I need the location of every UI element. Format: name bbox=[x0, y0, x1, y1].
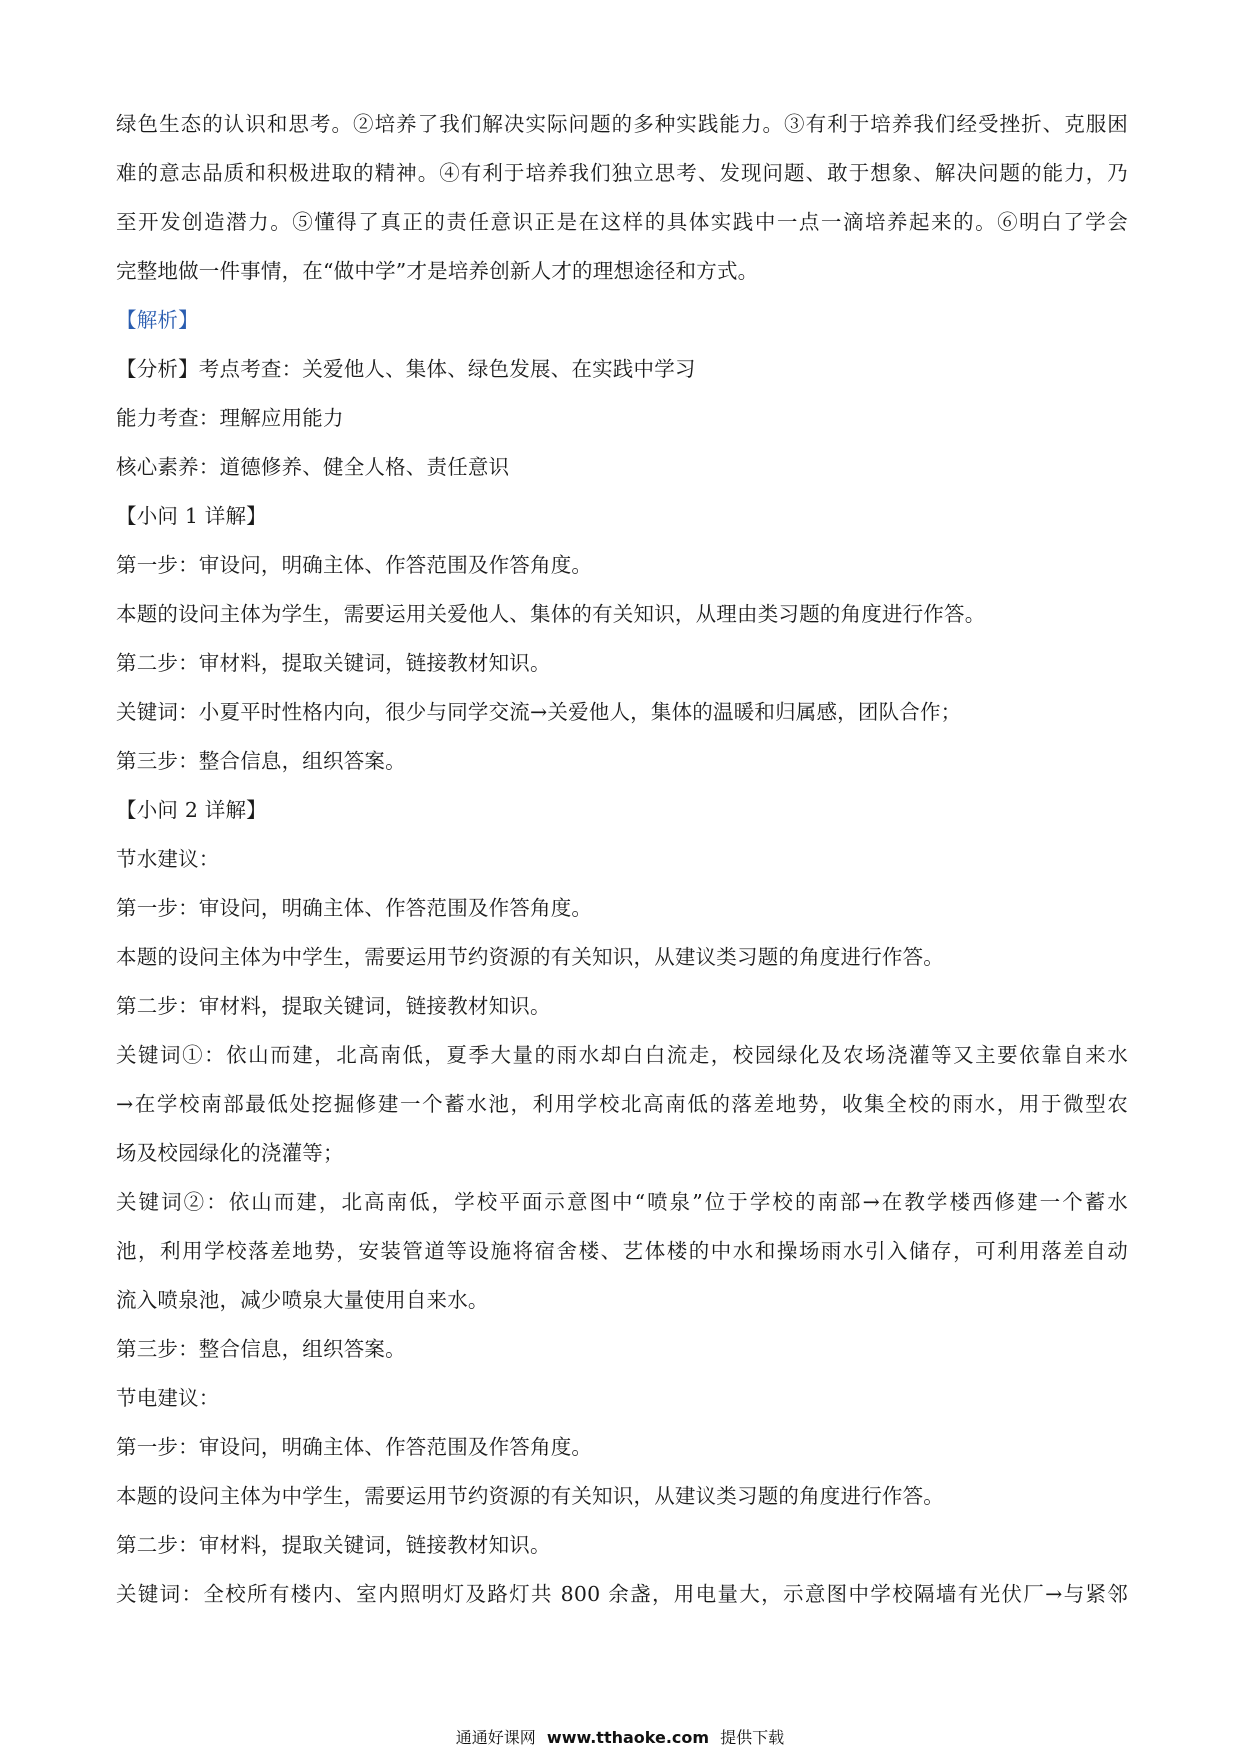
paragraph-line: 本题的设问主体为学生，需要运用关爱他人、集体的有关知识，从理由类习题的角度进行作答。 bbox=[116, 602, 986, 626]
paragraph-line: 流入喷泉池，减少喷泉大量使用自来水。 bbox=[116, 1288, 489, 1312]
document-body bbox=[116, 100, 1128, 1619]
step-line: 第一步：审设问，明确主体、作答范围及作答角度。 bbox=[116, 553, 593, 577]
keyword-line: 关键词：小夏平时性格内向，很少与同学交流→关爱他人，集体的温暖和归属感，团队合作； bbox=[116, 700, 962, 724]
analysis-points: 【分析】考点考查：关爱他人、集体、绿色发展、在实践中学习 bbox=[116, 357, 696, 381]
footer-site-name: 通通好课网 bbox=[455, 1728, 536, 1747]
step-line: 第三步：整合信息，组织答案。 bbox=[116, 749, 406, 773]
step-line: 第二步：审材料，提取关键词，链接教材知识。 bbox=[116, 651, 551, 675]
step-line: 第二步：审材料，提取关键词，链接教材知识。 bbox=[116, 994, 551, 1018]
paragraph-line: 至开发创造潜力。⑤懂得了真正的责任意识正是在这样的具体实践中一点一滴培养起来的。⑥明白了学会 bbox=[116, 210, 1128, 234]
power-saving-heading: 节电建议： bbox=[116, 1386, 220, 1410]
keyword-line: 关键词：全校所有楼内、室内照明灯及路灯共 800 余盏，用电量大，示意图中学校隔墙有光伏厂→与紧邻 bbox=[116, 1582, 1128, 1606]
paragraph-line: →在学校南部最低处挖掘修建一个蓄水池，利用学校北高南低的落差地势，收集全校的雨水，用于微型农 bbox=[116, 1092, 1128, 1116]
step-line: 第三步：整合信息，组织答案。 bbox=[116, 1337, 406, 1361]
paragraph-line: 本题的设问主体为中学生，需要运用节约资源的有关知识，从建议类习题的角度进行作答。 bbox=[116, 945, 944, 969]
sub-question-2-heading: 【小问 2 详解】 bbox=[116, 798, 267, 822]
step-line: 第二步：审材料，提取关键词，链接教材知识。 bbox=[116, 1533, 551, 1557]
paragraph-line: 场及校园绿化的浇灌等； bbox=[116, 1141, 344, 1165]
analysis-heading: 【解析】 bbox=[116, 308, 199, 332]
footer-suffix: 提供下载 bbox=[720, 1728, 785, 1747]
ability-check: 能力考查：理解应用能力 bbox=[116, 406, 344, 430]
core-literacy: 核心素养：道德修养、健全人格、责任意识 bbox=[116, 455, 510, 479]
water-saving-heading: 节水建议： bbox=[116, 847, 220, 871]
paragraph-line: 本题的设问主体为中学生，需要运用节约资源的有关知识，从建议类习题的角度进行作答。 bbox=[116, 1484, 944, 1508]
paragraph-line: 难的意志品质和积极进取的精神。④有利于培养我们独立思考、发现问题、敢于想象、解决问题的能力，乃 bbox=[116, 161, 1128, 185]
page-footer bbox=[0, 1725, 1240, 1748]
step-line: 第一步：审设问，明确主体、作答范围及作答角度。 bbox=[116, 1435, 593, 1459]
paragraph-line: 完整地做一件事情，在“做中学”才是培养创新人才的理想途径和方式。 bbox=[116, 259, 759, 283]
keyword-line: 关键词②：依山而建，北高南低，学校平面示意图中“喷泉”位于学校的南部→在教学楼西修建一个蓄水 bbox=[116, 1190, 1128, 1214]
keyword-line: 关键词①：依山而建，北高南低，夏季大量的雨水却白白流走，校园绿化及农场浇灌等又主要依靠自来水 bbox=[116, 1043, 1128, 1067]
step-line: 第一步：审设问，明确主体、作答范围及作答角度。 bbox=[116, 896, 593, 920]
sub-question-1-heading: 【小问 1 详解】 bbox=[116, 504, 267, 528]
paragraph-line: 池，利用学校落差地势，安装管道等设施将宿舍楼、艺体楼的中水和操场雨水引入储存，可利用落差自动 bbox=[116, 1239, 1128, 1263]
paragraph-line: 绿色生态的认识和思考。②培养了我们解决实际问题的多种实践能力。③有利于培养我们经受挫折、克服困 bbox=[116, 112, 1128, 136]
footer-url-link[interactable]: www.tthaoke.com bbox=[546, 1728, 710, 1747]
